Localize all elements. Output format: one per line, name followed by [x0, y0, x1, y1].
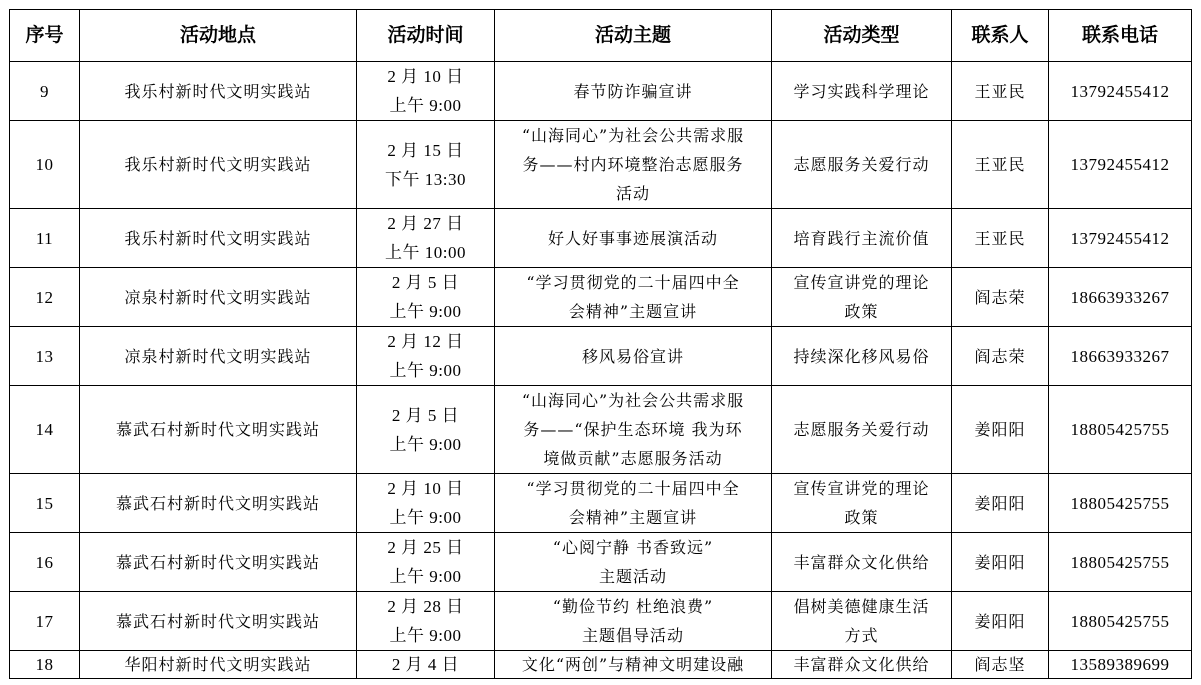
- cell-type-line: 宣传宣讲党的理论: [793, 273, 930, 292]
- cell-phone: 18805425755: [1049, 592, 1192, 651]
- cell-place: 我乐村新时代文明实践站: [80, 62, 357, 121]
- cell-time: [357, 651, 495, 679]
- cell-no: 17: [10, 592, 80, 651]
- table-row: [10, 592, 1192, 651]
- cell-topic: [495, 474, 772, 533]
- cell-type: [772, 592, 952, 651]
- table-row: [10, 327, 1192, 386]
- cell-topic: [495, 592, 772, 651]
- cell-type: [772, 327, 952, 386]
- cell-phone: 18663933267: [1049, 268, 1192, 327]
- cell-contact: 阎志坚: [952, 651, 1049, 679]
- cell-time-line: 2 月 28 日: [387, 597, 464, 616]
- cell-no: 13: [10, 327, 80, 386]
- cell-place: 凉泉村新时代文明实践站: [80, 268, 357, 327]
- cell-topic-line: 春节防诈骗宣讲: [573, 81, 693, 101]
- cell-phone: 13792455412: [1049, 62, 1192, 121]
- cell-topic: [495, 121, 772, 209]
- header-contact: 联系人: [952, 10, 1049, 62]
- cell-time: [357, 209, 495, 268]
- cell-type-line: 方式: [844, 626, 879, 645]
- cell-time-line: 上午 9:00: [389, 434, 462, 454]
- table-row: [10, 533, 1192, 592]
- cell-topic: [495, 268, 772, 327]
- cell-time-line: 上午 9:00: [389, 508, 462, 527]
- cell-contact: 姜阳阳: [952, 533, 1049, 592]
- cell-time: [357, 327, 495, 386]
- cell-topic: [495, 327, 772, 386]
- cell-no: 10: [10, 121, 80, 209]
- cell-time-line: 上午 9:00: [389, 567, 462, 586]
- cell-place: 慕武石村新时代文明实践站: [80, 533, 357, 592]
- activity-schedule-table: [9, 9, 1192, 679]
- cell-time-line: 2 月 15 日: [387, 140, 464, 160]
- cell-contact: 王亚民: [952, 121, 1049, 209]
- cell-time-line: 下午 13:30: [385, 169, 466, 189]
- cell-type-line: 丰富群众文化供给: [793, 655, 930, 674]
- cell-time-line: 上午 9:00: [389, 96, 462, 115]
- cell-type: [772, 474, 952, 533]
- cell-type-line: 持续深化移风易俗: [793, 346, 930, 366]
- cell-time-line: 上午 10:00: [385, 243, 466, 262]
- header-no: 序号: [10, 10, 80, 62]
- cell-time: [357, 121, 495, 209]
- cell-contact: 姜阳阳: [952, 592, 1049, 651]
- cell-time: [357, 62, 495, 121]
- cell-time: [357, 386, 495, 474]
- cell-topic-line: 境做贡献”志愿服务活动: [543, 449, 723, 468]
- cell-topic: [495, 209, 772, 268]
- header-time: 活动时间: [357, 10, 495, 62]
- cell-time-line: 2 月 4 日: [391, 655, 460, 674]
- cell-place: 慕武石村新时代文明实践站: [80, 592, 357, 651]
- cell-type-line: 宣传宣讲党的理论: [793, 479, 930, 498]
- cell-topic: [495, 651, 772, 679]
- cell-time: [357, 592, 495, 651]
- table-row: [10, 386, 1192, 474]
- cell-type-line: 政策: [844, 508, 879, 527]
- cell-type: [772, 386, 952, 474]
- cell-topic-line: 主题倡导活动: [581, 626, 684, 645]
- cell-time-line: 2 月 5 日: [391, 273, 460, 292]
- table-row: [10, 268, 1192, 327]
- header-place: 活动地点: [80, 10, 357, 62]
- cell-phone: 18663933267: [1049, 327, 1192, 386]
- cell-time-line: 2 月 27 日: [387, 214, 464, 233]
- cell-type: [772, 533, 952, 592]
- cell-contact: 王亚民: [952, 209, 1049, 268]
- header-type: 活动类型: [772, 10, 952, 62]
- table-row: [10, 209, 1192, 268]
- cell-place: 慕武石村新时代文明实践站: [80, 474, 357, 533]
- cell-topic-line: “勤俭节约 杜绝浪费”: [552, 597, 714, 616]
- cell-time-line: 2 月 10 日: [387, 479, 464, 498]
- cell-contact: 阎志荣: [952, 268, 1049, 327]
- cell-contact: 姜阳阳: [952, 386, 1049, 474]
- cell-time-line: 2 月 5 日: [391, 405, 460, 425]
- cell-topic-line: 会精神”主题宣讲: [568, 508, 698, 527]
- cell-no: 11: [10, 209, 80, 268]
- cell-time-line: 2 月 12 日: [387, 332, 464, 351]
- cell-place: 慕武石村新时代文明实践站: [80, 386, 357, 474]
- cell-no: 18: [10, 651, 80, 679]
- cell-type: [772, 651, 952, 679]
- cell-topic-line: “学习贯彻党的二十届四中全: [526, 479, 740, 498]
- cell-topic-line: 务——“保护生态环境 我为环: [523, 420, 743, 439]
- table-row: [10, 62, 1192, 121]
- cell-phone: 18805425755: [1049, 386, 1192, 474]
- cell-type-line: 培育践行主流价值: [793, 228, 930, 248]
- cell-time-line: 上午 9:00: [389, 302, 462, 321]
- cell-no: 12: [10, 268, 80, 327]
- cell-no: 16: [10, 533, 80, 592]
- cell-topic-line: “心阅宁静 书香致远”: [552, 538, 714, 557]
- table-row: [10, 121, 1192, 209]
- cell-time: [357, 268, 495, 327]
- cell-type: [772, 268, 952, 327]
- cell-phone: 13589389699: [1049, 651, 1192, 679]
- cell-topic-line: “山海同心”为社会公共需求服: [521, 126, 745, 145]
- cell-topic: [495, 62, 772, 121]
- cell-time-line: 2 月 25 日: [387, 538, 464, 557]
- cell-type-line: 志愿服务关爱行动: [793, 155, 930, 174]
- cell-type: [772, 62, 952, 121]
- cell-topic-line: 会精神”主题宣讲: [568, 302, 698, 321]
- cell-type-line: 志愿服务关爱行动: [793, 420, 930, 439]
- cell-topic-line: 文化“两创”与精神文明建设融: [521, 655, 745, 674]
- cell-no: 15: [10, 474, 80, 533]
- cell-time-line: 上午 9:00: [389, 361, 462, 380]
- cell-phone: 13792455412: [1049, 121, 1192, 209]
- cell-topic-line: 务——村内环境整治志愿服务: [522, 155, 744, 174]
- cell-time: [357, 533, 495, 592]
- cell-type-line: 政策: [844, 302, 879, 321]
- cell-no: 9: [10, 62, 80, 121]
- table-row: [10, 474, 1192, 533]
- cell-time-line: 上午 9:00: [389, 626, 462, 645]
- cell-no: 14: [10, 386, 80, 474]
- cell-phone: 13792455412: [1049, 209, 1192, 268]
- header-topic: 活动主题: [495, 10, 772, 62]
- cell-phone: 18805425755: [1049, 533, 1192, 592]
- cell-topic-line: 好人好事事迹展演活动: [547, 228, 718, 248]
- cell-type-line: 学习实践科学理论: [793, 81, 930, 101]
- cell-place: 我乐村新时代文明实践站: [80, 209, 357, 268]
- cell-type-line: 丰富群众文化供给: [793, 552, 930, 572]
- cell-place: 我乐村新时代文明实践站: [80, 121, 357, 209]
- cell-topic-line: 主题活动: [598, 567, 667, 586]
- cell-topic-line: “学习贯彻党的二十届四中全: [526, 273, 740, 292]
- cell-place: 华阳村新时代文明实践站: [80, 651, 357, 679]
- cell-topic: [495, 533, 772, 592]
- cell-contact: 姜阳阳: [952, 474, 1049, 533]
- cell-contact: 阎志荣: [952, 327, 1049, 386]
- table-row: [10, 651, 1192, 679]
- cell-topic-line: 移风易俗宣讲: [581, 346, 684, 366]
- cell-type: [772, 121, 952, 209]
- cell-time-line: 2 月 10 日: [387, 67, 464, 86]
- cell-place: 凉泉村新时代文明实践站: [80, 327, 357, 386]
- cell-phone: 18805425755: [1049, 474, 1192, 533]
- cell-topic-line: 活动: [615, 184, 650, 203]
- cell-topic-line: “山海同心”为社会公共需求服: [521, 391, 745, 410]
- header-row: [10, 10, 1192, 62]
- cell-topic: [495, 386, 772, 474]
- cell-time: [357, 474, 495, 533]
- cell-type-line: 倡树美德健康生活: [793, 597, 930, 616]
- cell-type: [772, 209, 952, 268]
- cell-contact: 王亚民: [952, 62, 1049, 121]
- header-phone: 联系电话: [1049, 10, 1192, 62]
